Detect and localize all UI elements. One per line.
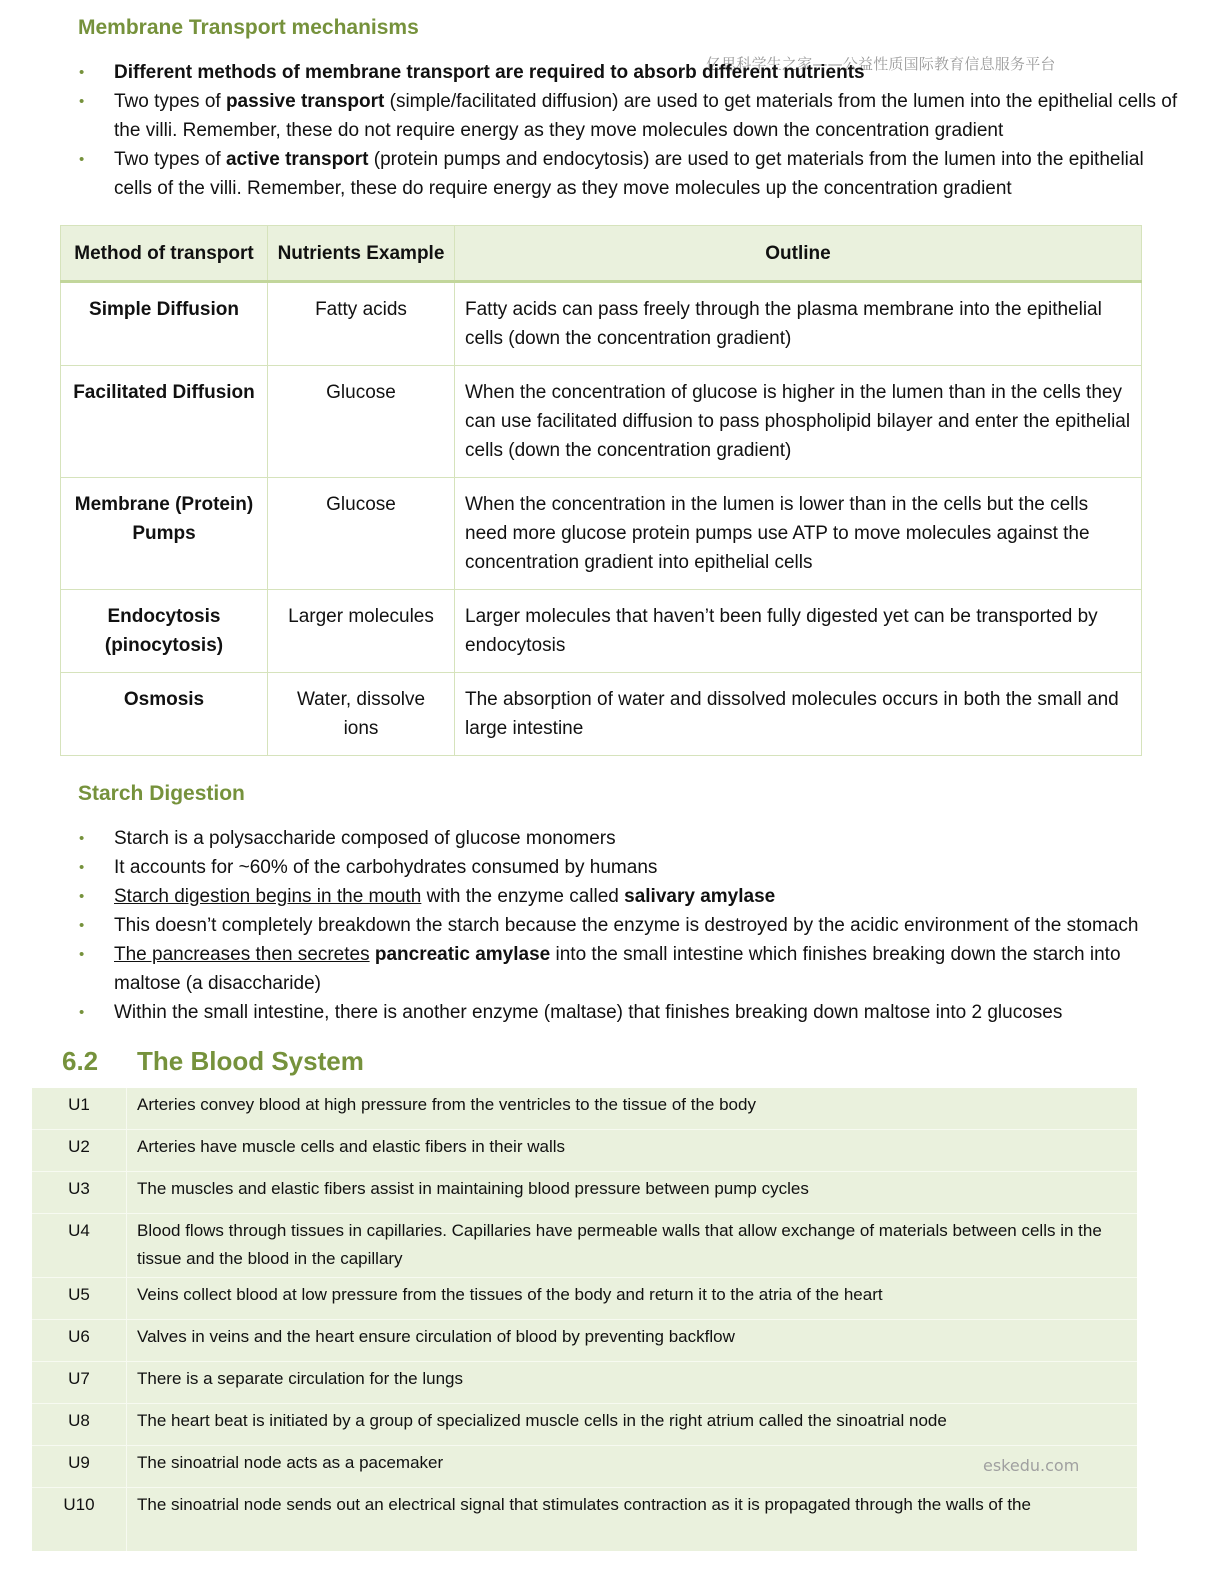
section-title: The Blood System <box>137 1046 364 1076</box>
bullet-underlined-text: The pancreases then secretes <box>114 944 370 965</box>
bullet-bold-text: salivary amylase <box>624 886 776 907</box>
bullet-text: Within the small intestine, there is another enzyme (maltase) that finishes breaking down maltose into 2 glucoses <box>114 1002 1063 1023</box>
starch-bullet-list <box>78 824 1178 1027</box>
list-item <box>78 998 1178 1027</box>
bullet-text: Two types of <box>114 91 226 112</box>
starch-digestion-heading: Starch Digestion <box>78 782 245 805</box>
bullet-text: Two types of <box>114 149 226 170</box>
understanding-text: There is a separate circulation for the lungs <box>137 1369 464 1388</box>
understanding-code: U6 <box>32 1320 127 1361</box>
table-header-row <box>61 226 1142 282</box>
membrane-bullet-list <box>78 58 1178 203</box>
bullet-text: It accounts for ~60% of the carbohydrates consumed by humans <box>114 857 658 878</box>
table-row <box>32 1488 1137 1551</box>
understanding-code: U10 <box>32 1488 127 1551</box>
bullet-bold-text: pancreatic amylase <box>374 944 551 965</box>
section-number: 6.2 <box>62 1046 99 1076</box>
table-row <box>32 1404 1137 1446</box>
membrane-transport-heading: Membrane Transport mechanisms <box>78 16 419 39</box>
watermark-bottom: eskedu.com <box>983 1456 1080 1475</box>
example-cell: Glucose <box>268 366 455 478</box>
bullet-text: (simple/facilitated diffusion) are used to get materials from the lumen into the epithelial cells of the villi. Remember, these do not require energy as they move molecules down the concentration gradient <box>114 91 1178 141</box>
understanding-text: The heart beat is initiated by a group of specialized muscle cells in the right atrium called the sinoatrial node <box>137 1411 947 1430</box>
table-row <box>61 366 1142 478</box>
understanding-code: U1 <box>32 1088 127 1129</box>
method-cell: Membrane (Protein) Pumps <box>61 478 268 590</box>
method-cell: Simple Diffusion <box>61 282 268 366</box>
table-row <box>32 1130 1137 1172</box>
transport-methods-table <box>60 225 1142 756</box>
method-cell: Endocytosis (pinocytosis) <box>61 590 268 673</box>
example-cell: Larger molecules <box>268 590 455 673</box>
understanding-code: U8 <box>32 1404 127 1445</box>
table-row <box>32 1320 1137 1362</box>
table-row <box>32 1446 1137 1488</box>
list-item <box>78 882 1178 911</box>
table-row <box>61 478 1142 590</box>
table-row <box>32 1362 1137 1404</box>
list-item <box>78 145 1178 203</box>
table-row <box>32 1214 1137 1278</box>
bullet-text: This doesn’t completely breakdown the starch because the enzyme is destroyed by the acidic environment of the stomach <box>114 915 1139 936</box>
table-row <box>61 282 1142 366</box>
understanding-text: Blood flows through tissues in capillaries. Capillaries have permeable walls that allow exchange of materials between cells in the tissue and the blood in the capillary <box>137 1221 1102 1268</box>
understandings-table <box>32 1088 1137 1551</box>
understanding-text: The sinoatrial node sends out an electrical signal that stimulates contraction as it is propagated through the walls of the <box>137 1495 1031 1514</box>
understanding-text: The sinoatrial node acts as a pacemaker <box>137 1453 444 1472</box>
table-row <box>61 673 1142 756</box>
method-cell: Facilitated Diffusion <box>61 366 268 478</box>
understanding-text: The muscles and elastic fibers assist in maintaining blood pressure between pump cycles <box>137 1179 809 1198</box>
understanding-code: U3 <box>32 1172 127 1213</box>
header-outline: Outline <box>455 226 1142 282</box>
header-example: Nutrients Example <box>268 226 455 282</box>
example-cell: Fatty acids <box>268 282 455 366</box>
outline-cell: When the concentration in the lumen is lower than in the cells but the cells need more glucose protein pumps use ATP to move molecules against the concentration gradient into epithelial cells <box>455 478 1142 590</box>
bullet-text: into the small intestine which finishes breaking down the starch into maltose (a disaccharide) <box>114 944 1121 994</box>
table-row <box>32 1172 1137 1214</box>
understanding-code: U9 <box>32 1446 127 1487</box>
list-item <box>78 87 1178 145</box>
list-item <box>78 58 1178 87</box>
table-row <box>61 590 1142 673</box>
understanding-code: U2 <box>32 1130 127 1171</box>
understanding-text: Arteries have muscle cells and elastic fibers in their walls <box>137 1137 566 1156</box>
table-row <box>32 1088 1137 1130</box>
understanding-text: Valves in veins and the heart ensure circulation of blood by preventing backflow <box>137 1327 735 1346</box>
understanding-text: Veins collect blood at low pressure from the tissues of the body and return it to the atria of the heart <box>137 1285 883 1304</box>
bullet-text: Starch is a polysaccharide composed of glucose monomers <box>114 828 616 849</box>
bullet-text: with the enzyme called <box>421 886 625 907</box>
outline-cell: Fatty acids can pass freely through the plasma membrane into the epithelial cells (down the concentration gradient) <box>455 282 1142 366</box>
understanding-text: Arteries convey blood at high pressure from the ventricles to the tissue of the body <box>137 1095 756 1114</box>
outline-cell: The absorption of water and dissolved molecules occurs in both the small and large intestine <box>455 673 1142 756</box>
example-cell: Glucose <box>268 478 455 590</box>
outline-cell: When the concentration of glucose is higher in the lumen than in the cells they can use facilitated diffusion to pass phospholipid bilayer and enter the epithelial cells (down the concentration gradient) <box>455 366 1142 478</box>
list-item <box>78 853 1178 882</box>
table-row <box>32 1278 1137 1320</box>
method-cell: Osmosis <box>61 673 268 756</box>
bullet-bold-text: active transport <box>225 149 369 170</box>
understanding-code: U7 <box>32 1362 127 1403</box>
outline-cell: Larger molecules that haven’t been fully digested yet can be transported by endocytosis <box>455 590 1142 673</box>
example-cell: Water, dissolve ions <box>268 673 455 756</box>
list-item <box>78 940 1178 998</box>
understanding-code: U4 <box>32 1214 127 1277</box>
bullet-text: (protein pumps and endocytosis) are used to get materials from the lumen into the epithelial cells of the villi. Remember, these do require energy as they move molecules up the concentration gradient <box>114 149 1144 199</box>
bullet-text: Different methods of membrane transport are required to absorb different nutrients <box>114 62 865 83</box>
list-item <box>78 911 1178 940</box>
bullet-bold-text: passive transport <box>225 91 385 112</box>
list-item <box>78 824 1178 853</box>
understanding-code: U5 <box>32 1278 127 1319</box>
header-method: Method of transport <box>61 226 268 282</box>
bullet-underlined-text: Starch digestion begins in the mouth <box>114 886 422 907</box>
watermark-top: 亿思科学生之家——公益性质国际教育信息服务平台 <box>706 55 1056 73</box>
